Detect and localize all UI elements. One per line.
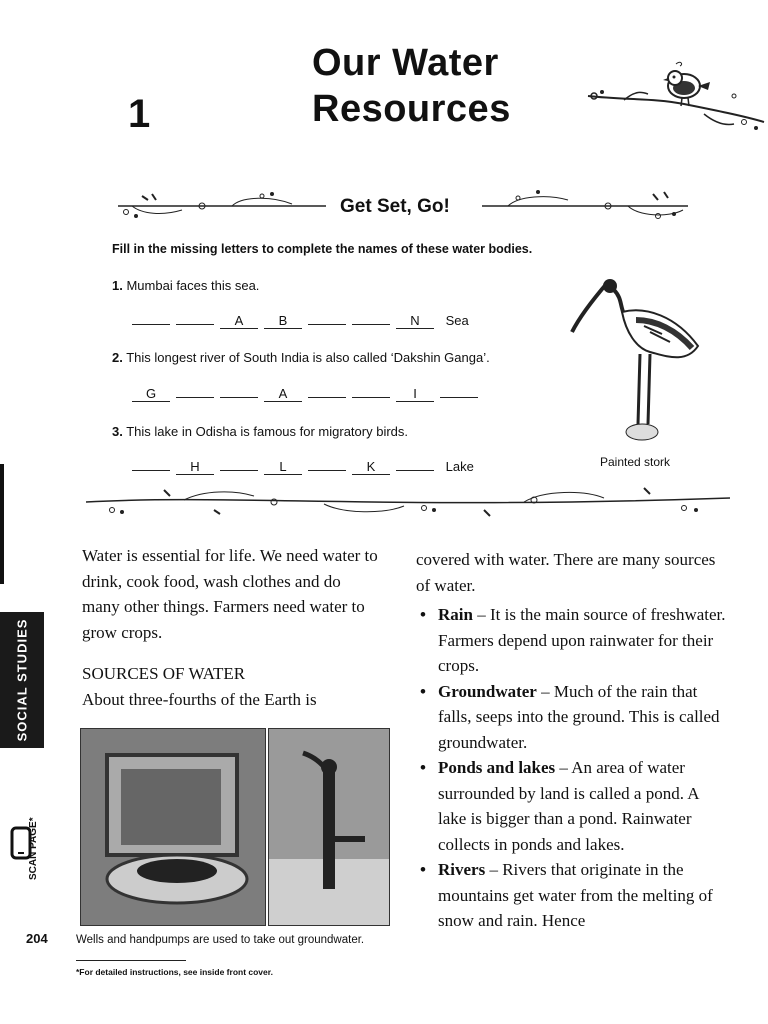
letter-blank[interactable]: [308, 382, 346, 398]
letter-blank[interactable]: K: [352, 459, 390, 475]
question-1-text: Mumbai faces this sea.: [126, 278, 260, 293]
right-intro-paragraph: covered with water. There are many sources of water.: [416, 550, 716, 595]
question-1-answer: [132, 309, 469, 329]
letter-blank[interactable]: [220, 382, 258, 398]
question-3-answer: [132, 455, 474, 475]
chapter-title: [312, 40, 511, 132]
letter-blank[interactable]: [132, 309, 170, 325]
question-3-number: 3.: [112, 424, 123, 439]
question-2: [112, 350, 490, 365]
activity-instruction: Fill in the missing letters to complete the names of these water bodies.: [112, 242, 533, 256]
photo-caption: Wells and handpumps are used to take out groundwater.: [76, 934, 365, 946]
chapter-title-line2: Resources: [312, 88, 511, 130]
question-3: [112, 424, 408, 439]
letter-blank[interactable]: N: [396, 313, 434, 329]
answer-suffix: Sea: [445, 313, 469, 328]
letter-blank[interactable]: [396, 455, 434, 471]
question-2-answer: [132, 382, 484, 402]
scan-label-wrap: [6, 817, 66, 886]
page-number: 204: [26, 931, 48, 946]
stork-caption: Painted stork: [600, 455, 671, 469]
well-photo: [80, 728, 266, 926]
bird-branch-illustration: [584, 56, 768, 136]
list-item: • Ponds and lakes – An area of water surrounded by land is called a pond. A lake is bigger than a pond. Rainwater collects in ponds and lakes.: [416, 755, 726, 857]
subject-side-tab: [0, 612, 44, 748]
margin-bar: [0, 464, 4, 584]
letter-blank[interactable]: [176, 309, 214, 325]
section-paragraph: About three-fourths of the Earth is: [82, 689, 317, 709]
body-left-column: [82, 543, 382, 712]
painted-stork-illustration: [566, 276, 706, 448]
question-2-text: This longest river of South India is also called ‘Dakshin Ganga’.: [126, 350, 490, 365]
scan-page-label: SCAN PAGE*: [28, 817, 39, 880]
letter-blank[interactable]: [308, 455, 346, 471]
section-heading: SOURCES OF WATER: [82, 664, 246, 683]
letter-blank[interactable]: I: [396, 386, 434, 402]
letter-blank[interactable]: B: [264, 313, 302, 329]
list-item: • Rain – It is the main source of freshwater. Farmers depend upon rainwater for their crops.: [416, 602, 726, 679]
letter-blank[interactable]: [352, 382, 390, 398]
letter-blank[interactable]: [176, 382, 214, 398]
chapter-number: 1: [128, 92, 151, 136]
letter-blank[interactable]: H: [176, 459, 214, 475]
letter-blank[interactable]: [132, 455, 170, 471]
question-2-number: 2.: [112, 350, 123, 365]
chapter-title-line1: Our Water: [312, 42, 499, 84]
letter-blank[interactable]: A: [264, 386, 302, 402]
list-item: • Rivers – Rivers that originate in the mountains get water from the melting of snow and rain. Hence: [416, 857, 726, 934]
letter-blank[interactable]: [440, 382, 478, 398]
letter-blank[interactable]: G: [132, 386, 170, 402]
water-sources-list: [416, 602, 726, 934]
letter-blank[interactable]: [352, 309, 390, 325]
vine-left-decoration: [112, 186, 332, 226]
answer-suffix: Lake: [445, 459, 474, 474]
question-3-text: This lake in Odisha is famous for migratory birds.: [126, 424, 409, 439]
subject-label: SOCIAL STUDIES: [14, 618, 30, 742]
vine-right-decoration: [478, 186, 698, 226]
question-1-number: 1.: [112, 278, 123, 293]
well-image: [81, 729, 265, 925]
letter-blank[interactable]: [308, 309, 346, 325]
question-1: [112, 278, 259, 293]
footnote: *For detailed instructions, see inside front cover.: [76, 967, 273, 977]
letter-blank[interactable]: A: [220, 313, 258, 329]
handpump-image: [269, 729, 389, 925]
letter-blank[interactable]: L: [264, 459, 302, 475]
handpump-photo: [268, 728, 390, 926]
vine-divider: [84, 480, 732, 520]
letter-blank[interactable]: [220, 455, 258, 471]
list-item: • Groundwater – Much of the rain that falls, seeps into the ground. This is called groundwater.: [416, 679, 726, 756]
intro-paragraph: Water is essential for life. We need water to drink, cook food, wash clothes and do many other things. Farmers need water to grow crops.: [82, 546, 378, 642]
footnote-rule: [76, 960, 186, 961]
body-right-column: [416, 547, 726, 934]
activity-heading: Get Set, Go!: [340, 196, 450, 217]
